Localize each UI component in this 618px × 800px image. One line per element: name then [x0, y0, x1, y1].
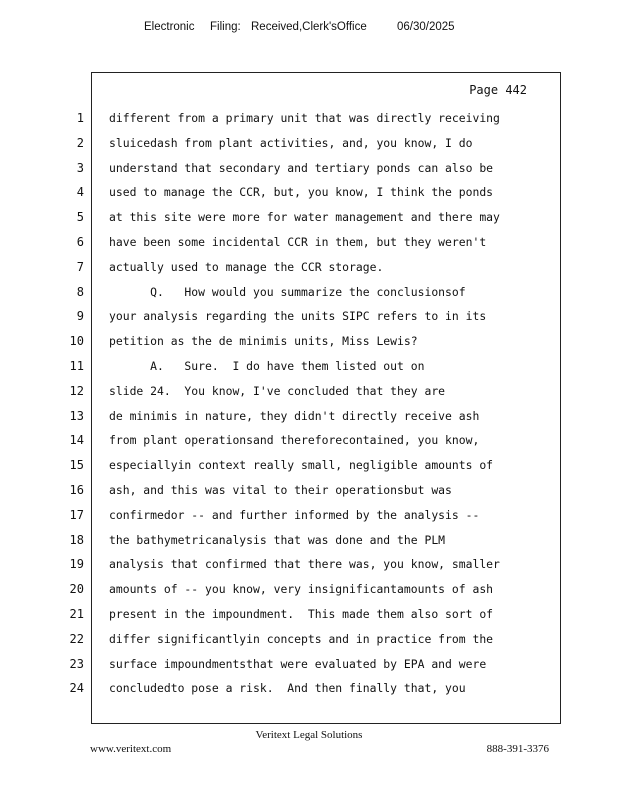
- transcript-line: especiallyin context really small, negligible amounts of: [109, 458, 494, 473]
- line-number: 24: [69, 681, 84, 696]
- line-number: 18: [69, 532, 84, 547]
- transcript-line: slide 24. You know, I've concluded that they are: [109, 383, 446, 398]
- transcript-line: surface impoundmentsthat were evaluated by EPA and were: [109, 656, 487, 671]
- transcript-line: from plant operationsand thereforecontained, you know,: [109, 433, 480, 448]
- transcript-line: have been some incidental CCR in them, but they weren't: [109, 234, 487, 249]
- transcript-line: sluicedash from plant activities, and, you know, I do: [109, 135, 473, 150]
- header-electronic: Electronic: [144, 21, 195, 33]
- line-number: 21: [69, 606, 84, 621]
- transcript-line: analysis that confirmed that there was, you know, smaller: [109, 557, 500, 572]
- transcript-line: understand that secondary and tertiary ponds can also be: [109, 160, 494, 175]
- transcript-line: petition as the de minimis units, Miss Lewis?: [109, 334, 418, 349]
- line-number: 7: [76, 259, 84, 274]
- transcript-line: differ significantlyin concepts and in practice from the: [109, 631, 494, 646]
- line-number: 13: [69, 408, 84, 423]
- transcript-line: ash, and this was vital to their operationsbut was: [109, 482, 452, 497]
- transcript-line: used to manage the CCR, but, you know, I think the ponds: [109, 185, 494, 200]
- line-number: 1: [76, 111, 84, 125]
- transcript-line: confirmedor -- and further informed by the analysis --: [109, 507, 480, 522]
- line-number: 16: [69, 482, 84, 497]
- line-number: 4: [76, 185, 84, 200]
- line-number: 6: [76, 234, 84, 249]
- line-number: 5: [76, 210, 84, 225]
- transcript-text: [109, 109, 554, 704]
- line-number: 15: [69, 458, 84, 473]
- line-number: 8: [76, 284, 84, 299]
- line-number: 17: [69, 507, 84, 522]
- line-number-column: [0, 109, 84, 704]
- header-date: 06/30/2025: [397, 21, 455, 33]
- transcript-line: at this site were more for water management and there may: [109, 210, 500, 225]
- page-number: Page 442: [469, 83, 527, 97]
- line-number: 11: [69, 358, 84, 373]
- header-received: Received,Clerk'sOffice: [251, 21, 367, 33]
- transcript-line: amounts of -- you know, very insignificantamounts of ash: [109, 582, 494, 597]
- line-number: 2: [76, 135, 84, 150]
- line-number: 14: [69, 433, 84, 448]
- transcript-line: your analysis regarding the units SIPC refers to in its: [109, 309, 487, 324]
- line-number: 10: [69, 334, 84, 349]
- transcript-line: concludedto pose a risk. And then finally that, you: [109, 681, 466, 696]
- header-filing: Filing:: [210, 21, 241, 33]
- transcript-line: the bathymetricanalysis that was done and the PLM: [109, 532, 446, 547]
- transcript-line: actually used to manage the CCR storage.: [109, 259, 384, 274]
- footer-phone: 888-391-3376: [486, 743, 549, 755]
- transcript-line: de minimis in nature, they didn't directly receive ash: [109, 408, 480, 423]
- transcript-line: different from a primary unit that was directly receiving: [109, 111, 500, 125]
- line-number: 20: [69, 582, 84, 597]
- transcript-line: present in the impoundment. This made them also sort of: [109, 606, 494, 621]
- line-number: 12: [69, 383, 84, 398]
- line-number: 3: [76, 160, 84, 175]
- line-number: 23: [69, 656, 84, 671]
- transcript-line: Q. How would you summarize the conclusionsof: [109, 284, 466, 299]
- footer-website: www.veritext.com: [90, 743, 172, 755]
- transcript-line: A. Sure. I do have them listed out on: [109, 358, 425, 373]
- line-number: 9: [76, 309, 84, 324]
- footer-company: Veritext Legal Solutions: [255, 729, 363, 741]
- line-number: 22: [69, 631, 84, 646]
- filing-header: [0, 21, 618, 37]
- line-number: 19: [69, 557, 84, 572]
